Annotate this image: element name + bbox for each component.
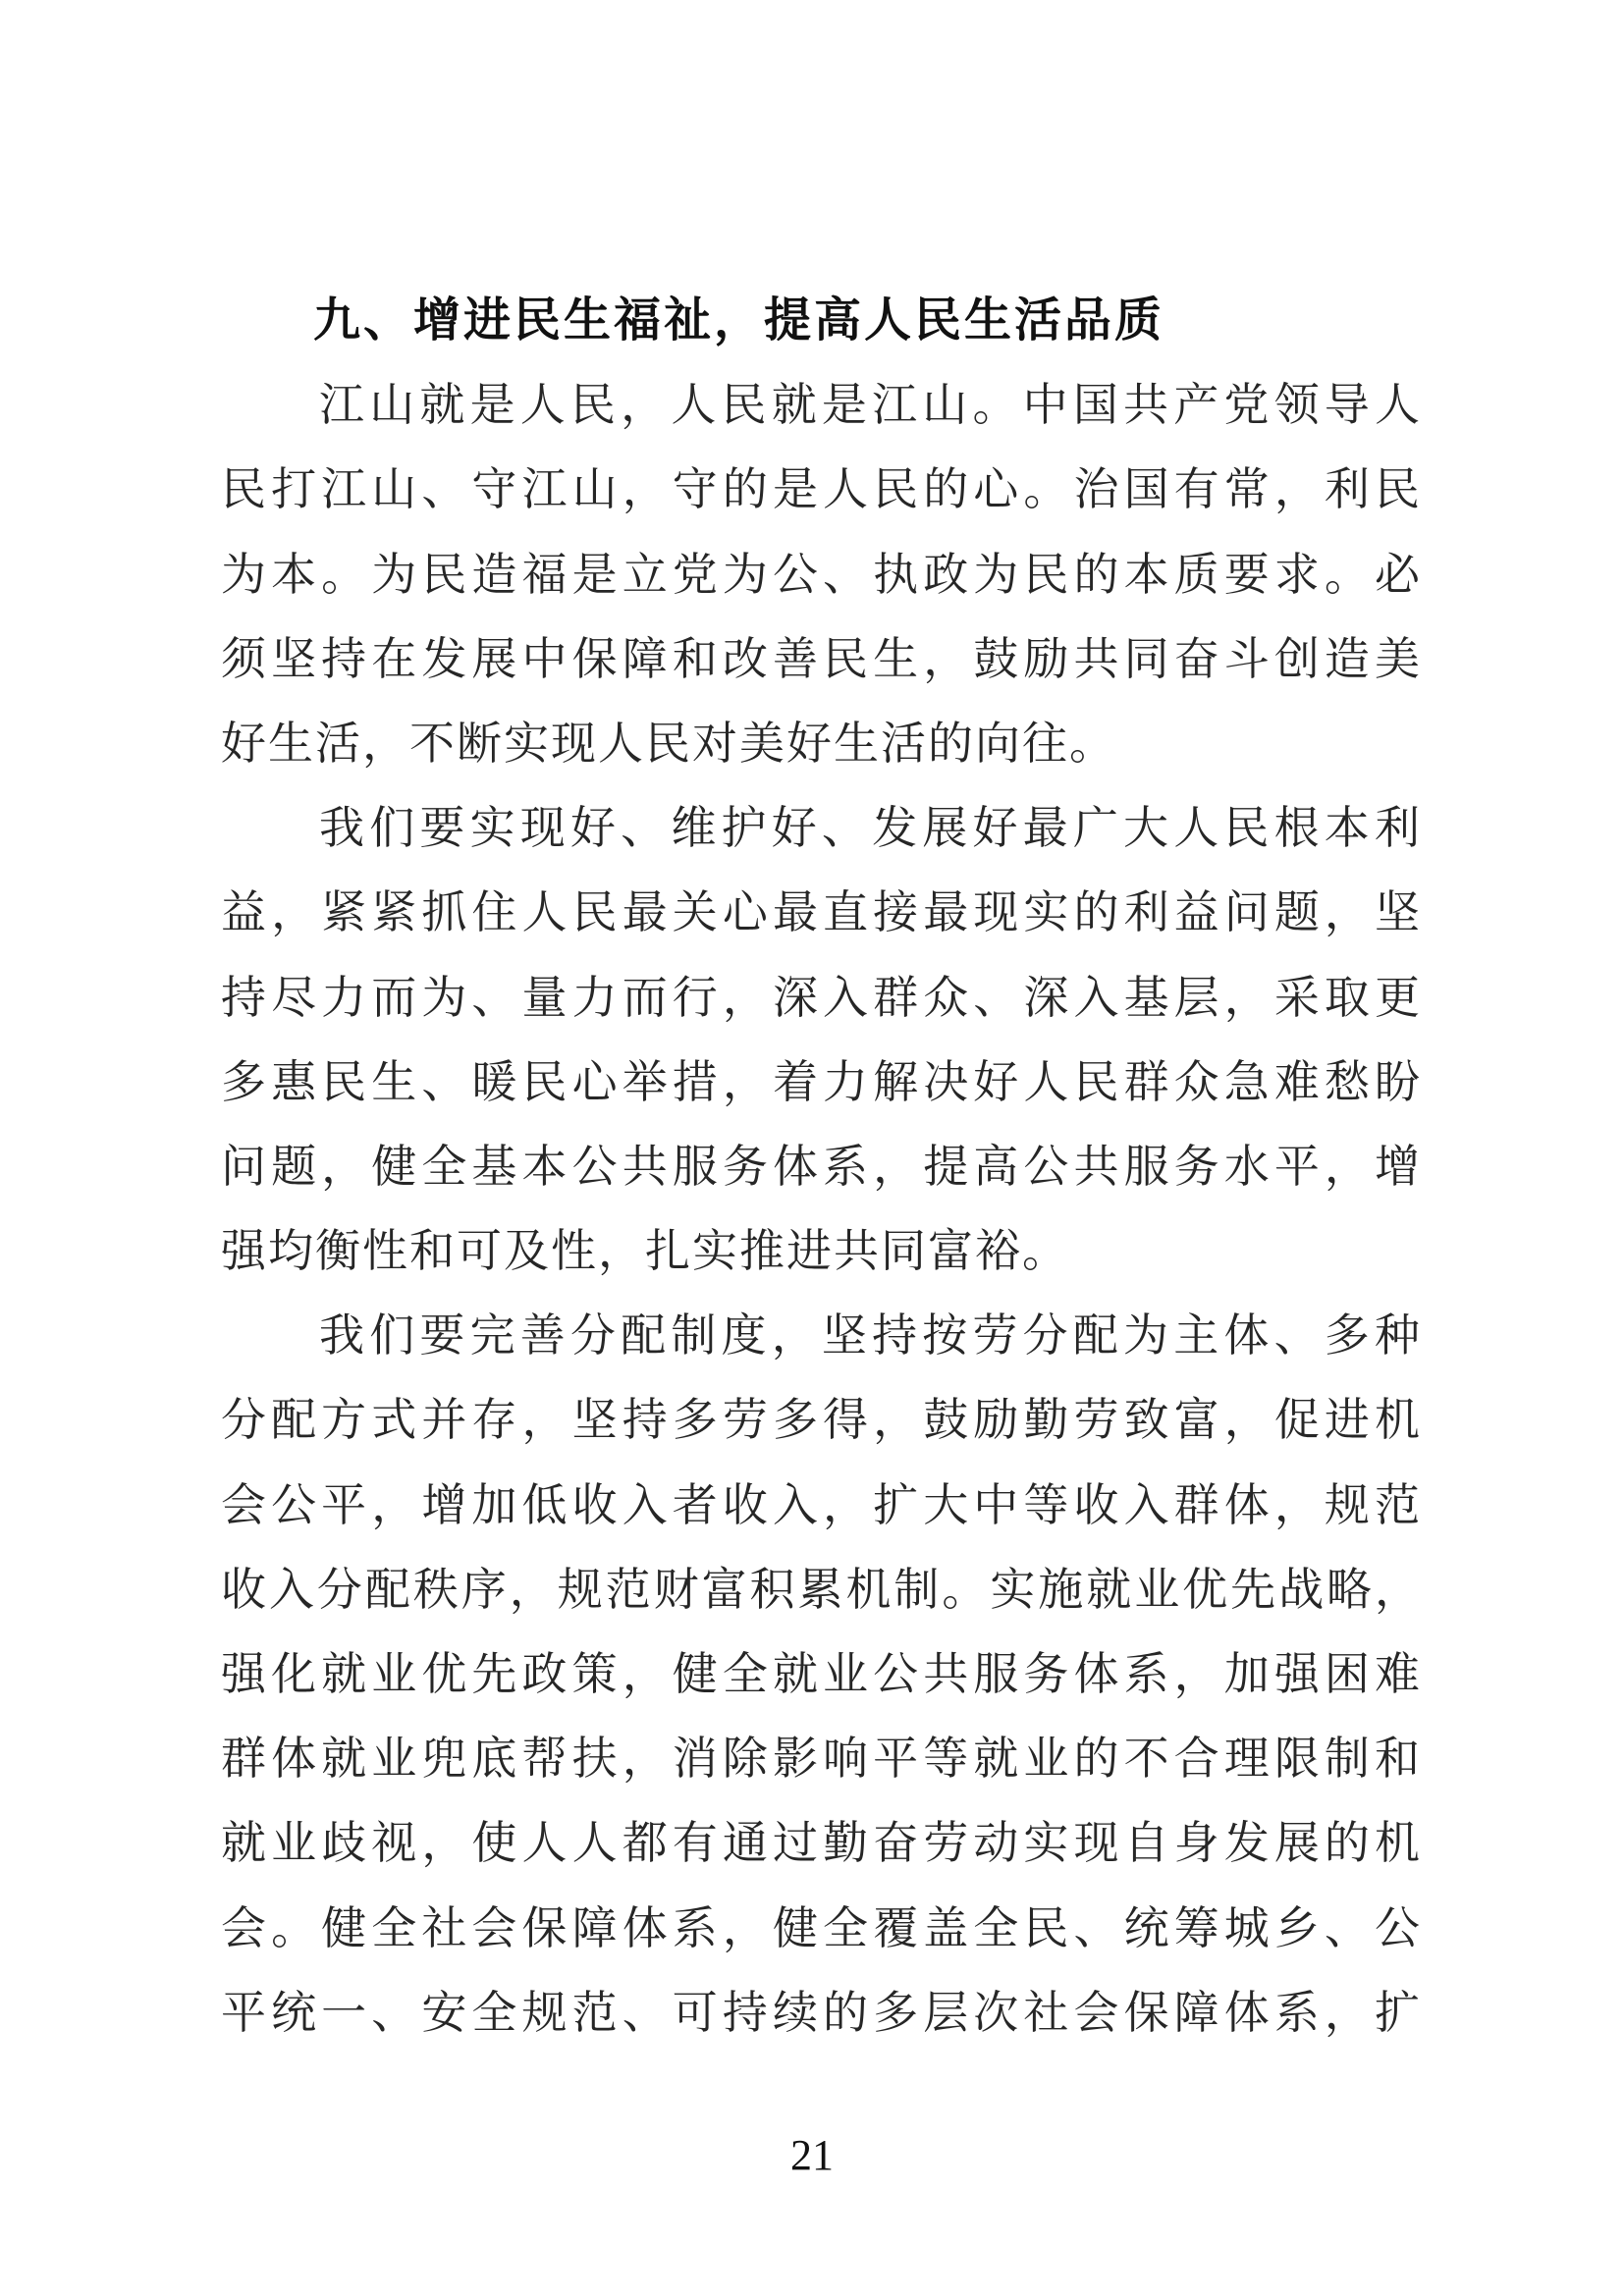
paragraph-2	[221, 786, 1422, 1294]
text-line: 多惠民生、暖民心举措，着力解决好人民群众急难愁盼	[221, 1056, 1422, 1107]
text-line: 会。健全社会保障体系，健全覆盖全民、统筹城乡、公	[221, 1902, 1422, 1953]
text-line: 收入分配秩序，规范财富积累机制。实施就业优先战略，	[221, 1564, 1422, 1615]
text-line: 就业歧视，使人人都有通过勤奋劳动实现自身发展的机	[221, 1818, 1422, 1869]
text-line: 问题，健全基本公共服务体系，提高公共服务水平，增	[221, 1141, 1422, 1192]
paragraph-1	[221, 363, 1422, 786]
text-line: 我们要实现好、维护好、发展好最广大人民根本利	[319, 803, 1422, 854]
text-line: 益，紧紧抓住人民最关心最直接最现实的利益问题，坚	[221, 887, 1422, 938]
text-line: 民打江山、守江山，守的是人民的心。治国有常，利民	[221, 464, 1422, 515]
paragraph-3	[221, 1294, 1422, 2056]
text-line: 会公平，增加低收入者收入，扩大中等收入群体，规范	[221, 1479, 1422, 1530]
section-heading: 九、增进民生福祉，提高人民生活品质	[313, 294, 1165, 347]
text-block	[221, 279, 1422, 2056]
text-line: 为本。为民造福是立党为公、执政为民的本质要求。必	[221, 549, 1422, 600]
text-line: 持尽力而为、量力而行，深入群众、深入基层，采取更	[221, 972, 1422, 1023]
text-line: 强均衡性和可及性，扎实推进共同富裕。	[221, 1226, 1069, 1277]
page-number: 21	[790, 2131, 834, 2179]
text-line: 江山就是人民，人民就是江山。中国共产党领导人	[319, 380, 1422, 431]
text-line: 平统一、安全规范、可持续的多层次社会保障体系，扩	[221, 1987, 1422, 2038]
text-line: 须坚持在发展中保障和改善民生，鼓励共同奋斗创造美	[221, 633, 1422, 684]
text-line: 群体就业兜底帮扶，消除影响平等就业的不合理限制和	[221, 1734, 1422, 1785]
text-line: 好生活，不断实现人民对美好生活的向往。	[221, 718, 1116, 769]
text-line: 强化就业优先政策，健全就业公共服务体系，加强困难	[221, 1649, 1422, 1699]
text-line: 我们要完善分配制度，坚持按劳分配为主体、多种	[319, 1310, 1422, 1362]
text-line: 分配方式并存，坚持多劳多得，鼓励勤劳致富，促进机	[221, 1395, 1422, 1446]
